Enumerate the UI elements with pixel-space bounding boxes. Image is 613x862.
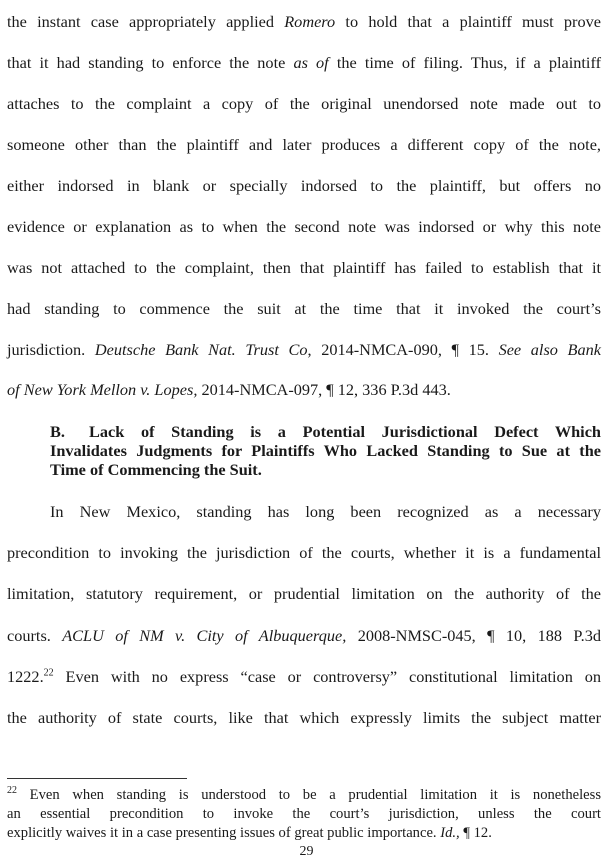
heading-line-3: Time of Commencing the Suit. [50, 460, 262, 479]
body-line-3 [7, 94, 601, 114]
text-run: In New Mexico, standing has long been recognized as a necessary [50, 502, 601, 521]
heading-letter: B. [50, 422, 65, 441]
text-run: 1222. [7, 667, 44, 686]
heading-line-1 [50, 422, 601, 441]
text-run: jurisdiction. [7, 340, 95, 359]
italic-run: See also Bank [498, 340, 602, 359]
text-run: the instant case appropriately applied [7, 12, 285, 31]
footnote-line-1 [7, 786, 601, 805]
text-run: had standing to commence the suit at the time that it invoked the court’s [7, 299, 601, 318]
text-run: to hold that a plaintiff must prove [335, 12, 601, 31]
body-line-10 [7, 380, 601, 400]
text-run: evidence or explanation as to when the second note was indorsed or why this note [7, 217, 601, 236]
text-run: Even when standing is understood to be a prudential limitation it is nonetheless [17, 787, 601, 803]
footnote-number: 22 [7, 785, 17, 797]
text-run: Even with no express “case or controversy” constitutional limitation on [53, 667, 601, 686]
body-line-8 [7, 299, 601, 319]
text-run: that it had standing to enforce the note [7, 53, 294, 72]
para2-line-4 [7, 626, 601, 646]
page-number: 29 [299, 844, 314, 859]
heading-line-2: Invalidates Judgments for Plaintiffs Who Lacked Standing to Sue at the [50, 441, 601, 460]
section-heading [50, 422, 601, 479]
text-run: limitation, statutory requirement, or prudential limitation on the authority of the [7, 584, 601, 603]
body-line-6 [7, 217, 601, 237]
text-run: ¶ 12. [459, 825, 492, 841]
body-line-9 [7, 340, 601, 360]
text-run: 2014-NMCA-097, ¶ 12, 336 P.3d 443. [197, 380, 451, 399]
para2-line-5 [7, 667, 601, 687]
text-run: courts. [7, 626, 63, 645]
body-line-5 [7, 176, 601, 196]
footnote-separator [7, 778, 187, 779]
body-line-7 [7, 258, 601, 278]
text-run: precondition to invoking the jurisdiction of the courts, whether it is a fundamental [7, 543, 601, 562]
text-run: , 2014-NMCA-090, ¶ 15. [307, 340, 499, 359]
text-run: 2008-NMSC-045, ¶ 10, 188 P.3d [346, 626, 601, 645]
footnote-line-3 [7, 824, 601, 843]
para2-line-3 [7, 584, 601, 604]
text-run: the authority of state courts, like that which expressly limits the subject matter [7, 708, 601, 727]
para2-line-1 [50, 502, 601, 522]
text-run: attaches to the complaint a copy of the original unendorsed note made out to [7, 94, 601, 113]
body-line-2 [7, 53, 601, 73]
para2-line-6 [7, 708, 601, 728]
italic-run: as of [293, 53, 329, 72]
footnote-line-2 [7, 805, 601, 824]
body-line-4 [7, 135, 601, 155]
italic-run: ACLU of NM v. City of Albuquerque, [62, 626, 347, 645]
para2-line-2 [7, 543, 601, 563]
footnote-reference: 22 [43, 667, 54, 679]
footnote-line-1-text [17, 787, 601, 803]
italic-run: Deutsche Bank Nat. Trust Co [94, 340, 308, 359]
text-run: the time of filing. Thus, if a plaintiff [328, 53, 601, 72]
italic-run: of New York Mellon v. Lopes, [7, 380, 198, 399]
text-run: an essential precondition to invoke the court’s jurisdiction, unless the court [7, 806, 601, 822]
text-run: either indorsed in blank or specially indorsed to the plaintiff, but offers no [7, 176, 601, 195]
text-run: was not attached to the complaint, then that plaintiff has failed to establish that it [7, 258, 601, 277]
italic-run: Romero [284, 12, 336, 31]
text-run: someone other than the plaintiff and later produces a different copy of the note, [7, 135, 601, 154]
body-line-1 [7, 12, 601, 32]
text-run: explicitly waives it in a case presenting issues of great public importance. [7, 825, 441, 841]
italic-run: Id., [440, 825, 460, 841]
heading-text-1: Lack of Standing is a Potential Jurisdictional Defect Which [89, 422, 601, 441]
